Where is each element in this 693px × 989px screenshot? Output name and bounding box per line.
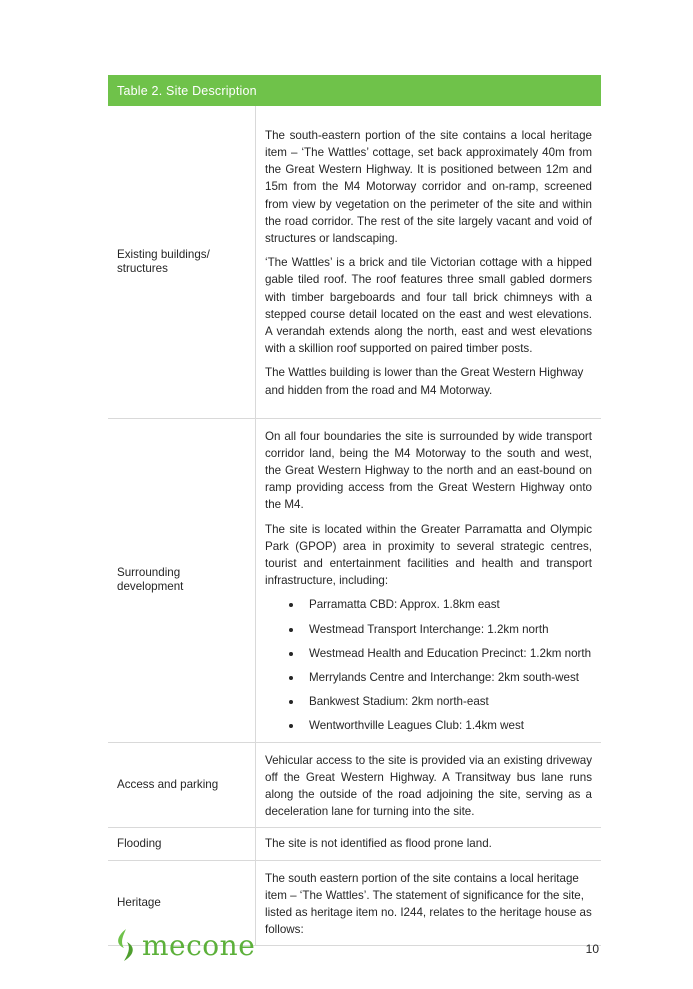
list-item: Westmead Transport Interchange: 1.2km north bbox=[289, 621, 592, 638]
mecone-logo bbox=[112, 928, 255, 962]
leaf-icon bbox=[112, 928, 138, 962]
row-content-heritage bbox=[256, 860, 602, 946]
bullet-icon bbox=[289, 700, 293, 704]
row-content-surrounding-development bbox=[256, 418, 602, 742]
row-content-existing-buildings bbox=[256, 106, 602, 418]
paragraph: The south-eastern portion of the site contains a local heritage item – ‘The Wattles’ cottage, set back approximately 40m from the Great Western Highway. It is positioned between 12m and 15m from the M4 Motorway corridor and on-ramp, screened from view by vegetation on the perimeter of the site and within the road corridor. The rest of the site largely vacant and void of structures or landscaping. bbox=[265, 128, 592, 245]
paragraph: The site is located within the Greater Parramatta and Olympic Park (GPOP) area in proximity to several strategic centres, tourist and entertainment facilities and health and transport infrastructure, including: bbox=[265, 522, 592, 588]
list-item: Wentworthville Leagues Club: 1.4km west bbox=[289, 717, 592, 734]
row-label-surrounding-development: Surrounding development bbox=[108, 418, 256, 742]
row-content-access-parking bbox=[256, 742, 602, 828]
bullet-list bbox=[265, 596, 592, 734]
paragraph: The south eastern portion of the site contains a local heritage item – ‘The Wattles’. The statement of significance for the site, listed as heritage item no. I244, relates to the heritage house as follows: bbox=[265, 871, 592, 937]
row-label-access-parking: Access and parking bbox=[108, 742, 256, 828]
bullet-icon bbox=[289, 676, 293, 680]
paragraph: On all four boundaries the site is surrounded by wide transport corridor land, being the M4 Motorway to the south and west, the Great Western Highway to the north and an east-bound on ramp providing access from the Great Western Highway onto the M4. bbox=[265, 429, 592, 512]
bullet-icon bbox=[289, 652, 293, 656]
paragraph: Vehicular access to the site is provided via an existing driveway off the Great Western Highway. A Transitway bus lane runs along the outside of the road adjoining the site, serving as a deceleration lane for turning into the site. bbox=[265, 753, 592, 819]
page-number: 10 bbox=[585, 942, 599, 956]
table-row bbox=[108, 106, 601, 418]
table-title: Table 2. Site Description bbox=[117, 83, 257, 98]
table-header-row bbox=[108, 75, 601, 106]
list-item: Parramatta CBD: Approx. 1.8km east bbox=[289, 596, 592, 613]
row-content-flooding bbox=[256, 828, 602, 860]
paragraph: The site is not identified as flood prone land. bbox=[265, 837, 492, 851]
row-label-flooding: Flooding bbox=[108, 828, 256, 860]
paragraph: The Wattles building is lower than the Great Western Highway and hidden from the road and M4 Motorway. bbox=[265, 366, 584, 397]
row-label-heritage: Heritage bbox=[108, 860, 256, 946]
site-description-table bbox=[108, 75, 601, 946]
bullet-icon bbox=[289, 628, 293, 632]
table-row bbox=[108, 828, 601, 860]
bullet-icon bbox=[289, 603, 293, 607]
row-label-existing-buildings: Existing buildings/ structures bbox=[108, 106, 256, 418]
list-item: Merrylands Centre and Interchange: 2km south-west bbox=[289, 669, 592, 686]
table-row bbox=[108, 742, 601, 828]
table-row bbox=[108, 418, 601, 742]
bullet-icon bbox=[289, 724, 293, 728]
list-item: Bankwest Stadium: 2km north-east bbox=[289, 693, 592, 710]
logo-text: mecone bbox=[142, 928, 256, 962]
list-item: Westmead Health and Education Precinct: 1.2km north bbox=[289, 645, 592, 662]
paragraph: ‘The Wattles’ is a brick and tile Victorian cottage with a hipped gable tiled roof. The roof features three small gabled dormers with timber bargeboards and four tall brick chimneys with a stepped course detail located on the east and west elevations. A verandah extends along the north, east and west elevations with a skillion roof supported on paired timber posts. bbox=[265, 256, 592, 356]
